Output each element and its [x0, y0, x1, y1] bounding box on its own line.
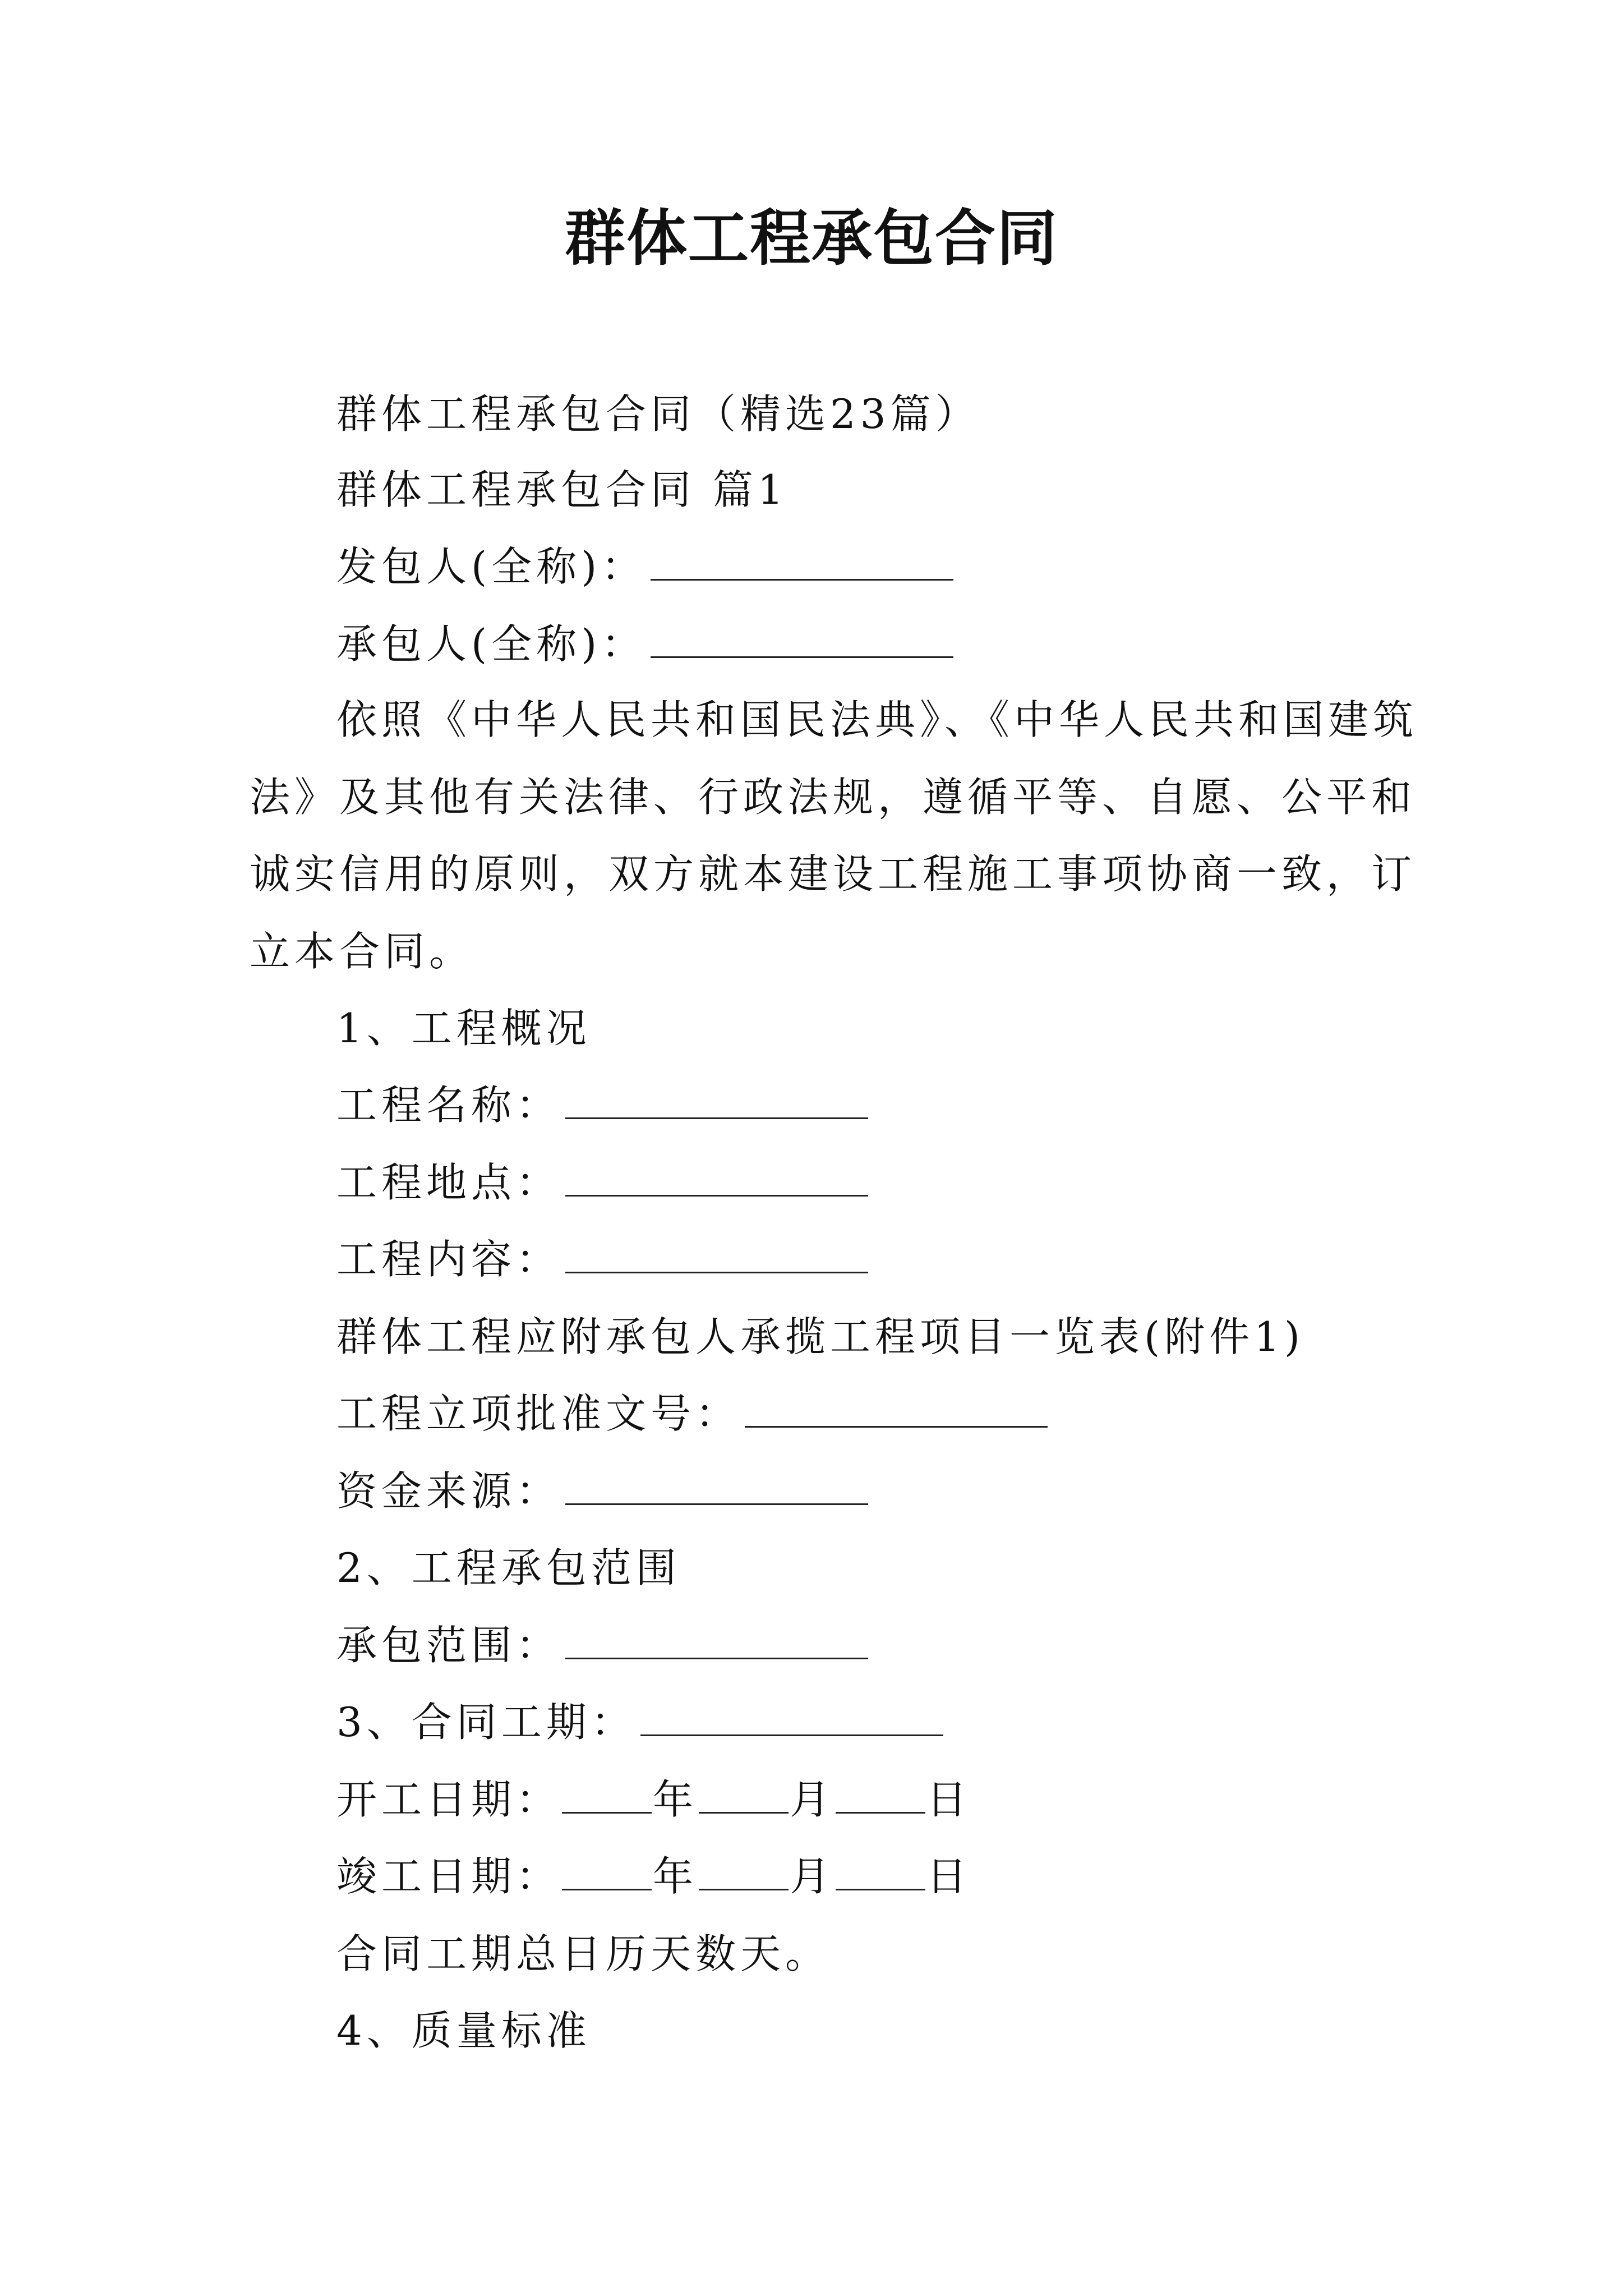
- month-label: 月: [790, 1853, 835, 1900]
- employer-blank: [651, 540, 953, 581]
- total-days-line: 合同工期总日历天数天。: [336, 1930, 831, 1977]
- scope-blank: [565, 1618, 868, 1659]
- start-year-blank: [562, 1773, 652, 1814]
- start-day-blank: [836, 1773, 925, 1814]
- section-heading: 群体工程承包合同 篇1: [336, 466, 788, 513]
- finish-day-blank: [836, 1849, 925, 1890]
- project-content-line: [336, 1232, 868, 1286]
- finish-date-label: 竣工日期：: [336, 1853, 561, 1900]
- project-name-label: 工程名称：: [336, 1082, 561, 1129]
- quality-standard-heading: 4、质量标准: [336, 2007, 591, 2054]
- project-overview-heading: 1、工程概况: [336, 1005, 591, 1052]
- approval-number-line: [336, 1387, 1048, 1441]
- project-location-blank: [565, 1156, 868, 1197]
- project-name-line: [336, 1078, 868, 1132]
- contract-period-blank: [640, 1695, 943, 1736]
- start-month-blank: [699, 1773, 789, 1814]
- scope-label: 承包范围：: [336, 1622, 561, 1669]
- paragraph-line: 立本合同。: [250, 928, 474, 975]
- month-label: 月: [790, 1776, 835, 1823]
- paragraph-line: 诚实信用的原则，双方就本建设工程施工事项协商一致，订: [250, 850, 1417, 898]
- contractor-label: 承包人(全称)：: [336, 620, 647, 668]
- contract-period-line: [336, 1695, 943, 1749]
- start-date-label: 开工日期：: [336, 1776, 561, 1823]
- year-label: 年: [653, 1853, 698, 1900]
- funding-source-label: 资金来源：: [336, 1467, 561, 1515]
- contractor-line: [336, 617, 953, 671]
- funding-source-line: [336, 1464, 868, 1518]
- paragraph-line: 依照《中华人民共和国民法典》、《中华人民共和国建筑: [336, 696, 1418, 743]
- employer-label: 发包人(全称)：: [336, 543, 647, 590]
- contractor-blank: [651, 617, 953, 658]
- project-content-label: 工程内容：: [336, 1236, 561, 1283]
- funding-source-blank: [565, 1464, 868, 1505]
- contract-period-label: 3、合同工期：: [336, 1699, 636, 1746]
- finish-month-blank: [699, 1849, 789, 1890]
- document-subtitle: 群体工程承包合同（精选23篇）: [336, 390, 980, 438]
- paragraph-line: 法》及其他有关法律、行政法规，遵循平等、自愿、公平和: [250, 774, 1417, 821]
- appendix-line: 群体工程应附承包人承揽工程项目一览表(附件1): [336, 1313, 1304, 1360]
- project-location-line: [336, 1156, 868, 1209]
- year-label: 年: [653, 1776, 698, 1823]
- scope-heading: 2、工程承包范围: [336, 1544, 681, 1591]
- start-date-line: [336, 1773, 971, 1826]
- project-name-blank: [565, 1078, 868, 1119]
- approval-number-label: 工程立项批准文号：: [336, 1390, 741, 1437]
- employer-line: [336, 540, 953, 593]
- finish-year-blank: [562, 1849, 652, 1890]
- day-label: 日: [926, 1776, 972, 1823]
- day-label: 日: [926, 1853, 972, 1900]
- finish-date-line: [336, 1849, 971, 1903]
- scope-line: [336, 1618, 868, 1672]
- approval-number-blank: [745, 1387, 1048, 1428]
- document-title: 群体工程承包合同: [564, 203, 1058, 274]
- project-location-label: 工程地点：: [336, 1159, 561, 1206]
- project-content-blank: [565, 1232, 868, 1273]
